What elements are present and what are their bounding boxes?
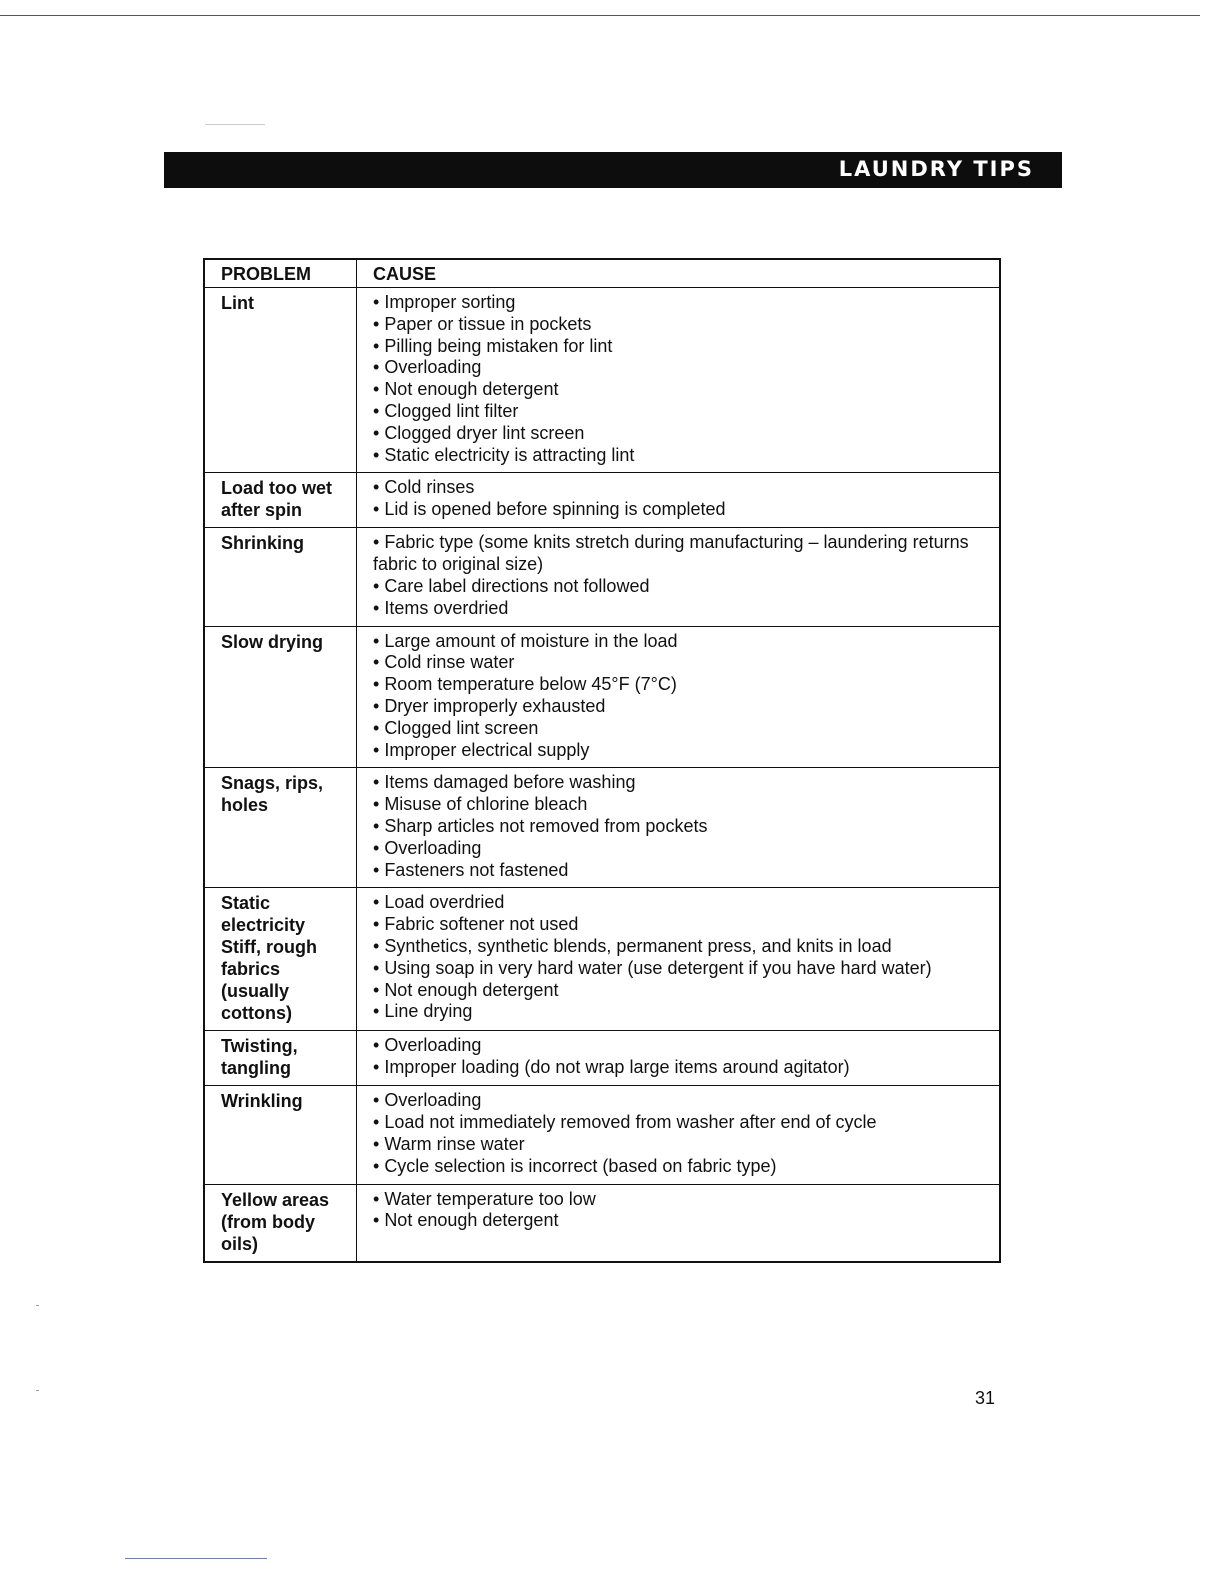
problem-cell: Snags, rips, holes <box>204 768 357 888</box>
cause-item: • Improper electrical supply <box>373 740 989 762</box>
cause-item: • Overloading <box>373 1035 989 1057</box>
problem-cell: Wrinkling <box>204 1086 357 1184</box>
cause-item: • Using soap in very hard water (use detergent if you have hard water) <box>373 958 989 980</box>
problem-column-header: PROBLEM <box>204 259 357 288</box>
cause-item: • Warm rinse water <box>373 1134 989 1156</box>
table-row <box>204 1184 1000 1262</box>
cause-list <box>373 1189 989 1233</box>
cause-item: • Fabric type (some knits stretch during manufacturing – laundering returns fabric to original size) <box>373 532 989 576</box>
cause-item: • Paper or tissue in pockets <box>373 314 989 336</box>
cause-item: • Misuse of chlorine bleach <box>373 794 989 816</box>
table-row <box>204 1086 1000 1184</box>
cause-item: • Pilling being mistaken for lint <box>373 336 989 358</box>
table-row <box>204 626 1000 768</box>
table-header-row <box>204 259 1000 288</box>
cause-item: • Water temperature too low <box>373 1189 989 1211</box>
cause-item: • Clogged dryer lint screen <box>373 423 989 445</box>
problem-cell: Slow drying <box>204 626 357 768</box>
scan-artifact <box>36 1305 39 1306</box>
problem-cell: Shrinking <box>204 528 357 626</box>
cause-column-header: CAUSE <box>357 259 1001 288</box>
cause-item: • Dryer improperly exhausted <box>373 696 989 718</box>
cause-item: • Care label directions not followed <box>373 576 989 598</box>
cause-item: • Room temperature below 45°F (7°C) <box>373 674 989 696</box>
cause-cell <box>357 473 1001 528</box>
cause-list <box>373 772 989 881</box>
cause-cell <box>357 1031 1001 1086</box>
top-scan-rule <box>0 15 1200 16</box>
cause-cell <box>357 626 1001 768</box>
scan-artifact <box>205 124 265 125</box>
cause-item: • Fabric softener not used <box>373 914 989 936</box>
cause-cell <box>357 288 1001 473</box>
cause-cell <box>357 528 1001 626</box>
cause-item: • Overloading <box>373 1090 989 1112</box>
problem-cell: Static electricity Stiff, rough fabrics (usually cottons) <box>204 888 357 1031</box>
cause-cell <box>357 768 1001 888</box>
cause-list <box>373 477 989 521</box>
cause-item: • Not enough detergent <box>373 379 989 401</box>
cause-item: • Improper sorting <box>373 292 989 314</box>
cause-item: • Overloading <box>373 838 989 860</box>
section-title: LAUNDRY TIPS <box>838 157 1034 181</box>
cause-item: • Cold rinse water <box>373 652 989 674</box>
table-body <box>204 288 1000 1262</box>
problem-cell: Load too wet after spin <box>204 473 357 528</box>
cause-item: • Line drying <box>373 1001 989 1023</box>
cause-list <box>373 1035 989 1079</box>
cause-item: • Fasteners not fastened <box>373 860 989 882</box>
table-row <box>204 473 1000 528</box>
table-row <box>204 1031 1000 1086</box>
problem-cell: Lint <box>204 288 357 473</box>
problem-cell: Twisting, tangling <box>204 1031 357 1086</box>
cause-item: • Lid is opened before spinning is completed <box>373 499 989 521</box>
laundry-tips-table <box>203 258 1001 1263</box>
cause-list <box>373 631 989 762</box>
cause-item: • Improper loading (do not wrap large items around agitator) <box>373 1057 989 1079</box>
cause-item: • Clogged lint screen <box>373 718 989 740</box>
cause-list <box>373 1090 989 1177</box>
cause-item: • Items overdried <box>373 598 989 620</box>
cause-cell <box>357 888 1001 1031</box>
cause-item: • Load overdried <box>373 892 989 914</box>
cause-item: • Items damaged before washing <box>373 772 989 794</box>
table-row <box>204 888 1000 1031</box>
bottom-scan-rule <box>125 1558 267 1559</box>
cause-item: • Cold rinses <box>373 477 989 499</box>
table-row <box>204 768 1000 888</box>
cause-cell <box>357 1086 1001 1184</box>
cause-item: • Not enough detergent <box>373 1210 989 1232</box>
cause-item: • Clogged lint filter <box>373 401 989 423</box>
cause-cell <box>357 1184 1001 1262</box>
cause-item: • Not enough detergent <box>373 980 989 1002</box>
cause-list <box>373 892 989 1023</box>
cause-item: • Overloading <box>373 357 989 379</box>
problem-cell: Yellow areas (from body oils) <box>204 1184 357 1262</box>
cause-item: • Cycle selection is incorrect (based on fabric type) <box>373 1156 989 1178</box>
cause-item: • Load not immediately removed from washer after end of cycle <box>373 1112 989 1134</box>
cause-item: • Large amount of moisture in the load <box>373 631 989 653</box>
page-number: 31 <box>975 1388 996 1408</box>
cause-list <box>373 292 989 466</box>
table-row <box>204 288 1000 473</box>
table-row <box>204 528 1000 626</box>
cause-item: • Static electricity is attracting lint <box>373 445 989 467</box>
cause-list <box>373 532 989 619</box>
cause-item: • Sharp articles not removed from pockets <box>373 816 989 838</box>
section-banner <box>164 152 1062 188</box>
cause-item: • Synthetics, synthetic blends, permanent press, and knits in load <box>373 936 989 958</box>
scan-artifact <box>36 1390 39 1391</box>
